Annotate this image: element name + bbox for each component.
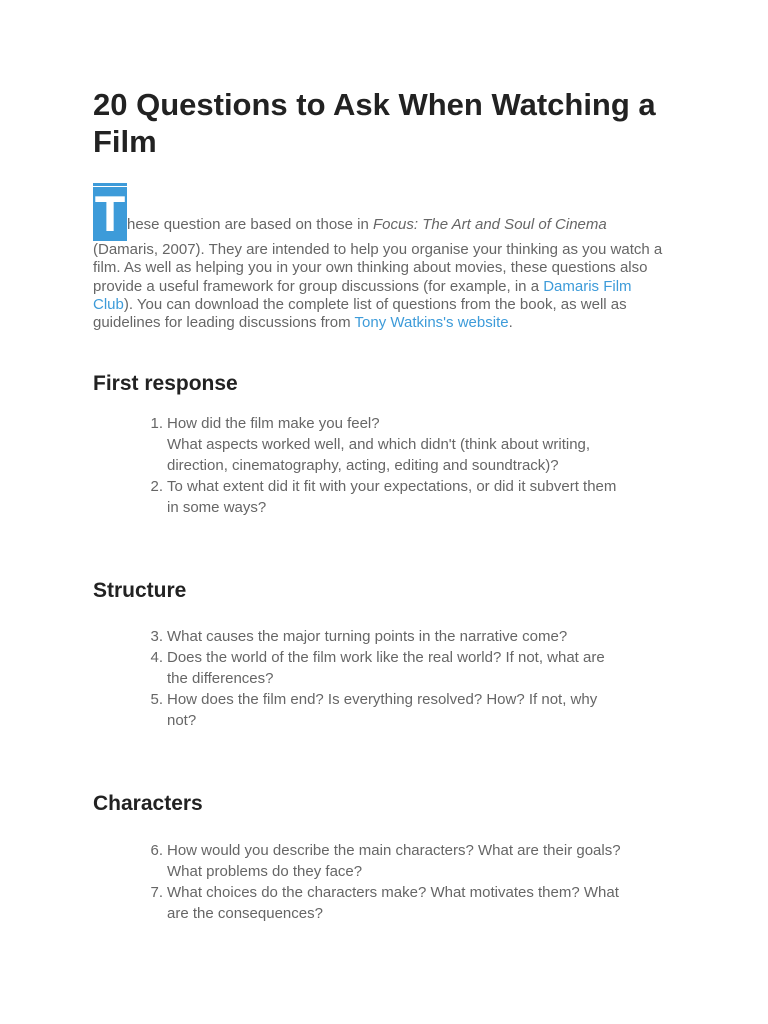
question-line: How did the film make you feel? xyxy=(167,415,380,432)
question-line: How would you describe the main characters? What are their goals? xyxy=(167,842,621,859)
question-number: 1. xyxy=(150,415,163,432)
question-item xyxy=(93,626,683,647)
intro-text-part2: ). You can download the complete list of questions from the book, as well as guidelines for leading discussions from xyxy=(93,295,627,332)
question-number: 6. xyxy=(150,842,163,859)
question-list-characters xyxy=(93,840,683,924)
section-heading-structure: Structure xyxy=(93,579,187,602)
book-title: Focus: The Art and Soul of Cinema xyxy=(373,216,607,233)
question-line: not? xyxy=(167,712,197,729)
question-number: 7. xyxy=(150,884,163,901)
question-item xyxy=(93,840,683,882)
question-item xyxy=(93,476,683,518)
question-line: Does the world of the film work like the real world? If not, what are xyxy=(167,649,605,666)
question-number: 5. xyxy=(150,691,163,708)
question-item xyxy=(93,413,683,476)
question-line: direction, cinematography, acting, editing and soundtrack)? xyxy=(167,457,559,474)
question-line: are the consequences? xyxy=(167,905,323,922)
section-heading-first-response: First response xyxy=(93,372,238,395)
question-line: What choices do the characters make? What motivates them? What xyxy=(167,884,619,901)
question-list-structure xyxy=(93,626,683,731)
tony-watkins-website-link[interactable]: Tony Watkins's website xyxy=(354,314,509,332)
question-list-first-response xyxy=(93,413,683,518)
question-line: What causes the major turning points in the narrative come? xyxy=(167,628,568,645)
question-item xyxy=(93,689,683,731)
intro-body xyxy=(93,241,673,332)
question-number: 2. xyxy=(150,478,163,495)
question-line: To what extent did it fit with your expectations, or did it subvert them xyxy=(167,478,617,495)
page-title: 20 Questions to Ask When Watching a Film xyxy=(93,87,656,159)
question-number: 3. xyxy=(150,628,163,645)
question-line: How does the film end? Is everything resolved? How? If not, why xyxy=(167,691,598,708)
section-heading-characters: Characters xyxy=(93,792,203,815)
question-line: the differences? xyxy=(167,670,274,687)
intro-text-end: . xyxy=(508,314,513,332)
intro-text-part1: (Damaris, 2007). They are intended to help you organise your thinking as you watch a film. As well as helping you in your own thinking about movies, these questions also provide a useful framework for group discussions (for example, in a xyxy=(93,241,663,295)
question-line: What aspects worked well, and which didn't (think about writing, xyxy=(167,436,591,453)
intro-text-start: hese question are based on those in xyxy=(127,216,374,233)
intro-first-line xyxy=(127,216,607,234)
question-number: 4. xyxy=(150,649,163,666)
dropcap-letter: T xyxy=(94,186,126,242)
dropcap xyxy=(93,183,127,241)
question-item xyxy=(93,882,683,924)
question-line: in some ways? xyxy=(167,499,267,516)
question-line: What problems do they face? xyxy=(167,863,363,880)
question-item xyxy=(93,647,683,689)
damaris-film-club-link[interactable]: Damaris Film Club xyxy=(93,277,632,313)
